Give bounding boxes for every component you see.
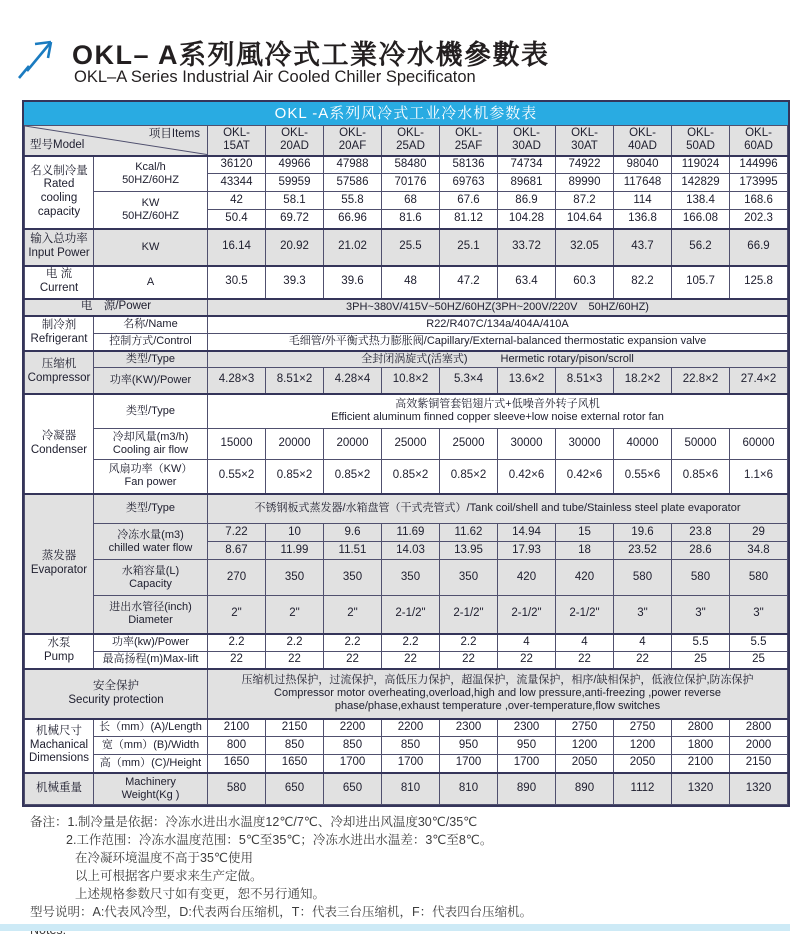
spec-value: 50000: [672, 429, 730, 460]
spec-value: 350: [324, 560, 382, 596]
spec-value: 2750: [556, 719, 614, 737]
spec-row: [25, 229, 788, 266]
spec-value: 32.05: [556, 229, 614, 266]
spec-value: 22: [208, 652, 266, 669]
spec-value: 114: [614, 192, 672, 210]
row-label-condenser: 冷凝器 Condenser: [25, 394, 94, 494]
spec-value: 580: [672, 560, 730, 596]
spec-value: 2-1/2": [556, 596, 614, 634]
model-header-okl-50ad: OKL- 50AD: [672, 126, 730, 156]
spec-value: 8.67: [208, 542, 266, 560]
spec-value: 49966: [266, 156, 324, 174]
spec-value: 89990: [556, 174, 614, 192]
spec-value: 63.4: [498, 266, 556, 299]
spec-row: [25, 299, 788, 316]
spec-value: 950: [440, 737, 498, 755]
spec-value: 40000: [614, 429, 672, 460]
spec-value: 55.8: [324, 192, 382, 210]
spec-row: [25, 192, 788, 210]
spec-value: 117648: [614, 174, 672, 192]
spec-value: 39.6: [324, 266, 382, 299]
spec-value: 56.2: [672, 229, 730, 266]
page-header: [0, 0, 790, 100]
spec-row: [25, 351, 788, 368]
spec-value: 1320: [672, 773, 730, 805]
spec-value: 0.85×2: [324, 460, 382, 494]
spec-value: 2-1/2": [382, 596, 440, 634]
spec-value: 21.02: [324, 229, 382, 266]
spec-value: 42: [208, 192, 266, 210]
spec-condenser-type: 高效紫铜管套铝翅片式+低噪音外转子风机 Efficient aluminum finned copper sleeve+low noise external rotor fan: [208, 394, 788, 429]
row-item-kw: KW 50HZ/60HZ: [94, 192, 208, 229]
spec-value: 23.8: [672, 524, 730, 542]
spec-value: 810: [382, 773, 440, 805]
spec-value: 1700: [498, 755, 556, 773]
spec-value: 2.2: [440, 634, 498, 652]
spec-value: 66.96: [324, 210, 382, 229]
spec-value: 2": [208, 596, 266, 634]
spec-value: 119024: [672, 156, 730, 174]
spec-value: 98040: [614, 156, 672, 174]
spec-value: 270: [208, 560, 266, 596]
spec-table-body: [25, 156, 788, 805]
spec-value: 142829: [672, 174, 730, 192]
spec-value: 33.72: [498, 229, 556, 266]
spec-value: 0.85×2: [266, 460, 324, 494]
spec-value: 1700: [440, 755, 498, 773]
spec-value: 22: [324, 652, 382, 669]
spec-value: 9.6: [324, 524, 382, 542]
spec-value: 0.42×6: [498, 460, 556, 494]
spec-value: 74922: [556, 156, 614, 174]
spec-value: 8.51×3: [556, 368, 614, 394]
spec-value: 22: [266, 652, 324, 669]
spec-value: 2.2: [208, 634, 266, 652]
spec-value: 580: [208, 773, 266, 805]
spec-value: 14.94: [498, 524, 556, 542]
page-title-en: OKL–A Series Industrial Air Cooled Chiller Specificaton: [74, 68, 476, 86]
note-line: 型号说明：A:代表风冷型，D:代表两台压缩机，T：代表三台压缩机，F：代表四台压缩机。: [30, 905, 533, 919]
spec-security-protection: 压缩机过热保护，过流保护，高低压力保护，超温保护，流量保护，相序/缺相保护，低液位保护,防冻保护 Compressor motor overheating,overload,high and low pressure,anti-freezing ,power reverse phase/phase,exhaust temperature ,over-temperature,flow switches: [208, 669, 788, 719]
spec-value: 58136: [440, 156, 498, 174]
row-item-current-unit: A: [94, 266, 208, 299]
row-item-kcal: Kcal/h 50HZ/60HZ: [94, 156, 208, 192]
spec-value: 25: [730, 652, 788, 669]
row-label-refrigerant: 制冷剂 Refrigerant: [25, 316, 94, 351]
spec-value: 22: [498, 652, 556, 669]
spec-value: 0.85×2: [440, 460, 498, 494]
spec-value: 420: [498, 560, 556, 596]
row-item-pipe-diameter: 进出水管径(inch) Diameter: [94, 596, 208, 634]
spec-value: 20000: [266, 429, 324, 460]
spec-row: [25, 156, 788, 174]
spec-value: 0.85×6: [672, 460, 730, 494]
spec-value: 66.9: [730, 229, 788, 266]
row-item-pump-power: 功率(kw)/Power: [94, 634, 208, 652]
spec-value: 4: [498, 634, 556, 652]
spec-value: 105.7: [672, 266, 730, 299]
spec-value: 30000: [498, 429, 556, 460]
spec-value: 58.1: [266, 192, 324, 210]
spec-value: 2000: [730, 737, 788, 755]
spec-value: 20000: [324, 429, 382, 460]
row-label-compressor: 压缩机 Compressor: [25, 351, 94, 394]
spec-value: 1200: [556, 737, 614, 755]
model-header-okl-30ad: OKL- 30AD: [498, 126, 556, 156]
spec-value: 2.2: [324, 634, 382, 652]
spec-row: [25, 368, 788, 394]
spec-value: 3": [672, 596, 730, 634]
spec-value: 104.64: [556, 210, 614, 229]
spec-row: [25, 634, 788, 652]
spec-value: 87.2: [556, 192, 614, 210]
note-line: 在冷凝环境温度不高于35℃使用: [75, 851, 253, 865]
spec-row: [25, 652, 788, 669]
row-item-width: 宽（mm）(B)/Width: [94, 737, 208, 755]
spec-value: 59959: [266, 174, 324, 192]
spec-value: 650: [266, 773, 324, 805]
spec-row: [25, 316, 788, 334]
spec-value: 48: [382, 266, 440, 299]
spec-value: 14.03: [382, 542, 440, 560]
spec-row: [25, 737, 788, 755]
spec-row: [25, 719, 788, 737]
spec-value: 22: [440, 652, 498, 669]
spec-value: 57586: [324, 174, 382, 192]
corner-items-label: 项目Items: [148, 128, 200, 140]
spec-value: 2.2: [382, 634, 440, 652]
spec-value: 5.5: [672, 634, 730, 652]
arrow-up-right-icon: [16, 33, 62, 83]
spec-value: 11.62: [440, 524, 498, 542]
spec-value: 25.5: [382, 229, 440, 266]
model-header-okl-15at: OKL- 15AT: [208, 126, 266, 156]
spec-evaporator-type: 不锈钢板式蒸发器/水箱盘管（干式壳管式）/Tank coil/shell and tube/Stainless steel plate evaporator: [208, 494, 788, 524]
spec-value: 74734: [498, 156, 556, 174]
spec-row: [25, 429, 788, 460]
row-item-refrigerant-control: 控制方式/Control: [94, 334, 208, 351]
spec-refrigerant-control: 毛细管/外平衡式热力膨胀阀/Capillary/External-balanced thermostatic expansion valve: [208, 334, 788, 351]
spec-value: 11.69: [382, 524, 440, 542]
spec-value: 36120: [208, 156, 266, 174]
spec-value: 58480: [382, 156, 440, 174]
spec-value: 950: [498, 737, 556, 755]
spec-value: 1650: [208, 755, 266, 773]
row-item-compressor-type: 类型/Type: [94, 351, 208, 368]
spec-value: 850: [266, 737, 324, 755]
spec-value: 60.3: [556, 266, 614, 299]
spec-value: 2.2: [266, 634, 324, 652]
spec-value: 2100: [672, 755, 730, 773]
spec-value: 0.42×6: [556, 460, 614, 494]
spec-value: 28.6: [672, 542, 730, 560]
spec-value: 47.2: [440, 266, 498, 299]
row-item-condenser-type: 类型/Type: [94, 394, 208, 429]
row-label-input-power: 输入总功率 Input Power: [25, 229, 94, 266]
spec-value: 2200: [382, 719, 440, 737]
spec-value: 22.8×2: [672, 368, 730, 394]
spec-value: 2": [266, 596, 324, 634]
row-item-machinery-weight: Machinery Weight(Kg ): [94, 773, 208, 805]
spec-value: 7.22: [208, 524, 266, 542]
spec-value: 16.14: [208, 229, 266, 266]
spec-value: 25: [672, 652, 730, 669]
spec-value: 13.95: [440, 542, 498, 560]
spec-compressor-type: 全封闭涡旋式(活塞式) Hermetic rotary/pison/scroll: [208, 351, 788, 368]
spec-value: 580: [614, 560, 672, 596]
spec-value: 2300: [440, 719, 498, 737]
spec-value: 34.8: [730, 542, 788, 560]
spec-value: 81.6: [382, 210, 440, 229]
spec-row: [25, 755, 788, 773]
spec-value: 1112: [614, 773, 672, 805]
row-item-height: 高（mm）(C)/Height: [94, 755, 208, 773]
row-item-chilled-water-flow: 冷冻水量(m3) chilled water flow: [94, 524, 208, 560]
spec-value: 30000: [556, 429, 614, 460]
spec-value: 4.28×4: [324, 368, 382, 394]
row-item-tank-capacity: 水箱容量(L) Capacity: [94, 560, 208, 596]
note-line: 上述规格参数尺寸如有变更，恕不另行通知。: [75, 887, 326, 901]
spec-value: 13.6×2: [498, 368, 556, 394]
row-label-evaporator: 蒸发器 Evaporator: [25, 494, 94, 634]
note-line: 备注：1.制冷量是依据：冷冻水进出水温度12℃/7℃、冷却进出风温度30℃/35℃: [30, 815, 478, 829]
spec-value: 173995: [730, 174, 788, 192]
spec-value: 10: [266, 524, 324, 542]
row-label-current: 电 流 Current: [25, 266, 94, 299]
spec-value: 29: [730, 524, 788, 542]
note-line: 以上可根据客户要求来生产定做。: [75, 869, 263, 883]
spec-value: 0.85×2: [382, 460, 440, 494]
model-header-okl-20ad: OKL- 20AD: [266, 126, 324, 156]
model-header-okl-30at: OKL- 30AT: [556, 126, 614, 156]
model-header-okl-25ad: OKL- 25AD: [382, 126, 440, 156]
spec-value: 70176: [382, 174, 440, 192]
spec-value: 2800: [672, 719, 730, 737]
spec-value: 19.6: [614, 524, 672, 542]
spec-value: 2": [324, 596, 382, 634]
corner-model-label: 型号Model: [30, 138, 85, 151]
spec-value: 1320: [730, 773, 788, 805]
spec-value: 25.1: [440, 229, 498, 266]
spec-row: [25, 524, 788, 542]
table-title-bar: OKL -A系列风冷式工业冷水机参数表: [24, 102, 788, 125]
spec-value: 43.7: [614, 229, 672, 266]
spec-value: 2050: [614, 755, 672, 773]
spec-value: 136.8: [614, 210, 672, 229]
spec-value: 60000: [730, 429, 788, 460]
spec-value: 18: [556, 542, 614, 560]
row-item-length: 长（mm）(A)/Length: [94, 719, 208, 737]
spec-value: 4: [614, 634, 672, 652]
spec-value: 2100: [208, 719, 266, 737]
spec-row: [25, 394, 788, 429]
spec-row: [25, 334, 788, 351]
spec-value: 4.28×3: [208, 368, 266, 394]
spec-value: 420: [556, 560, 614, 596]
row-label-rated-cooling-capacity: 名义制冷量 Rated cooling capacity: [25, 156, 94, 229]
model-header-okl-60ad: OKL- 60AD: [730, 126, 788, 156]
spec-value: 69763: [440, 174, 498, 192]
row-item-max-lift: 最高扬程(m)Max-lift: [94, 652, 208, 669]
spec-value: 350: [266, 560, 324, 596]
spec-refrigerant-name: R22/R407C/134a/404A/410A: [208, 316, 788, 334]
spec-value: 2050: [556, 755, 614, 773]
spec-value: 350: [440, 560, 498, 596]
row-label-pump: 水泵 Pump: [25, 634, 94, 669]
spec-value: 22: [382, 652, 440, 669]
row-item-input-power-unit: KW: [94, 229, 208, 266]
spec-power-source: 3PH~380V/415V~50HZ/60HZ(3PH~200V/220V 50HZ/60HZ): [208, 299, 788, 316]
spec-value: 2800: [730, 719, 788, 737]
spec-value: 2150: [266, 719, 324, 737]
spec-value: 47988: [324, 156, 382, 174]
spec-value: 25000: [382, 429, 440, 460]
spec-value: 2750: [614, 719, 672, 737]
spec-value: 2300: [498, 719, 556, 737]
spec-value: 104.28: [498, 210, 556, 229]
spec-row: [25, 560, 788, 596]
spec-value: 800: [208, 737, 266, 755]
row-item-compressor-power: 功率(KW)/Power: [94, 368, 208, 394]
spec-value: 144996: [730, 156, 788, 174]
spec-value: 68: [382, 192, 440, 210]
spec-value: 20.92: [266, 229, 324, 266]
row-label-dimensions: 机械尺寸 Machanical Dimensions: [25, 719, 94, 773]
spec-row: [25, 460, 788, 494]
spec-value: 23.52: [614, 542, 672, 560]
bottom-accent-strip: [0, 924, 790, 931]
row-item-cooling-air-flow: 冷却风量(m3/h) Cooling air flow: [94, 429, 208, 460]
notes-block: [30, 813, 770, 939]
spec-value: 850: [382, 737, 440, 755]
spec-value: 15: [556, 524, 614, 542]
model-header-okl-40ad: OKL- 40AD: [614, 126, 672, 156]
spec-value: 350: [382, 560, 440, 596]
spec-value: 168.6: [730, 192, 788, 210]
spec-row: [25, 669, 788, 719]
page-title-zh: OKL– A系列風冷式工業冷水機參數表: [72, 40, 550, 70]
spec-row: [25, 773, 788, 805]
spec-value: 125.8: [730, 266, 788, 299]
spec-value: 10.8×2: [382, 368, 440, 394]
spec-value: 17.93: [498, 542, 556, 560]
spec-value: 43344: [208, 174, 266, 192]
spec-value: 166.08: [672, 210, 730, 229]
spec-value: 5.3×4: [440, 368, 498, 394]
spec-value: 4: [556, 634, 614, 652]
spec-value: 39.3: [266, 266, 324, 299]
spec-value: 30.5: [208, 266, 266, 299]
note-line: 2.工作范围：冷冻水温度范围：5℃至35℃；冷冻水进出水温差：3℃至8℃。: [66, 833, 493, 847]
spec-value: 15000: [208, 429, 266, 460]
model-header-okl-25af: OKL- 25AF: [440, 126, 498, 156]
row-item-fan-power: 风扇功率（KW） Fan power: [94, 460, 208, 494]
spec-value: 1650: [266, 755, 324, 773]
spec-value: 69.72: [266, 210, 324, 229]
spec-value: 86.9: [498, 192, 556, 210]
spec-value: 11.99: [266, 542, 324, 560]
spec-table: [22, 100, 790, 807]
spec-row: [25, 596, 788, 634]
spec-value: 3": [614, 596, 672, 634]
spec-value: 50.4: [208, 210, 266, 229]
spec-value: 3": [730, 596, 788, 634]
spec-value: 1.1×6: [730, 460, 788, 494]
spec-value: 2-1/2": [498, 596, 556, 634]
spec-value: 25000: [440, 429, 498, 460]
spec-value: 8.51×2: [266, 368, 324, 394]
spec-value: 2-1/2": [440, 596, 498, 634]
spec-value: 22: [556, 652, 614, 669]
spec-value: 67.6: [440, 192, 498, 210]
corner-cell: [25, 126, 208, 156]
row-item-refrigerant-name: 名称/Name: [94, 316, 208, 334]
spec-value: 27.4×2: [730, 368, 788, 394]
spec-row: [25, 266, 788, 299]
model-header-okl-20af: OKL- 20AF: [324, 126, 382, 156]
spec-value: 11.51: [324, 542, 382, 560]
spec-value: 22: [614, 652, 672, 669]
spec-value: 810: [440, 773, 498, 805]
spec-value: 18.2×2: [614, 368, 672, 394]
row-item-evaporator-type: 类型/Type: [94, 494, 208, 524]
spec-value: 890: [556, 773, 614, 805]
spec-value: 2200: [324, 719, 382, 737]
spec-value: 1700: [382, 755, 440, 773]
spec-value: 138.4: [672, 192, 730, 210]
spec-value: 2150: [730, 755, 788, 773]
spec-value: 81.12: [440, 210, 498, 229]
row-label-security-protection: 安全保护 Security protection: [25, 669, 208, 719]
spec-value: 0.55×6: [614, 460, 672, 494]
spec-value: 580: [730, 560, 788, 596]
spec-value: 650: [324, 773, 382, 805]
spec-value: 0.55×2: [208, 460, 266, 494]
spec-value: 890: [498, 773, 556, 805]
spec-value: 82.2: [614, 266, 672, 299]
spec-grid: [24, 125, 788, 805]
spec-value: 1700: [324, 755, 382, 773]
spec-value: 1800: [672, 737, 730, 755]
model-header-row: [25, 126, 788, 156]
spec-value: 1200: [614, 737, 672, 755]
spec-row: [25, 494, 788, 524]
spec-value: 5.5: [730, 634, 788, 652]
row-label-power-source: 电 源/Power: [25, 299, 208, 316]
spec-value: 89681: [498, 174, 556, 192]
row-label-machinery-weight: 机械重量: [25, 773, 94, 805]
spec-value: 202.3: [730, 210, 788, 229]
spec-value: 850: [324, 737, 382, 755]
